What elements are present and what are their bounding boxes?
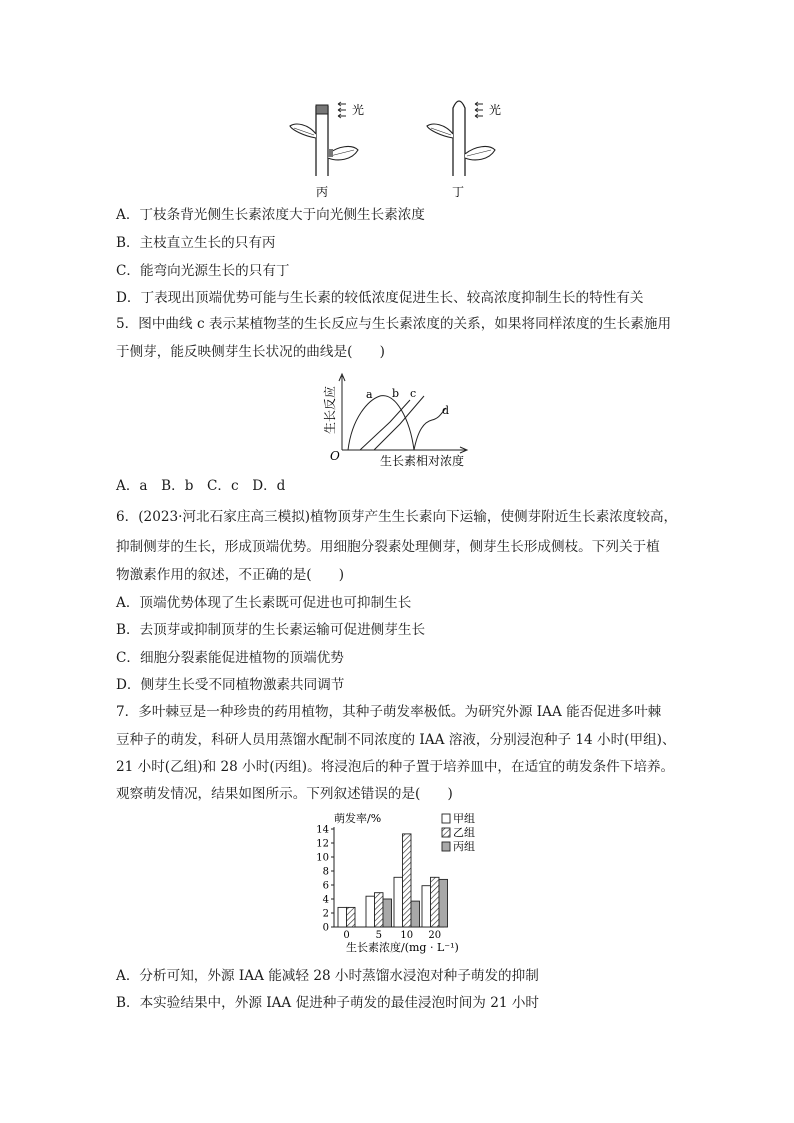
light-label-left: 光: [352, 103, 365, 117]
legend-label: 乙组: [453, 826, 475, 839]
light-label-right: 光: [489, 103, 502, 117]
legend-swatch: [442, 814, 450, 823]
chart-ylabel: 生长反应: [323, 385, 337, 434]
x-tick-label: 10: [400, 930, 414, 941]
germination-bar-chart: [312, 808, 492, 960]
bar: [422, 886, 431, 927]
legend-label: 丙组: [453, 840, 475, 853]
q7-stem-line1: 7．多叶棘豆是一种珍贵的药用植物，其种子萌发率极低。为研究外源 IAA 能否促进多叶棘: [116, 704, 662, 720]
q7-option-a: A．分析可知，外源 IAA 能减轻 28 小时蒸馏水浸泡对种子萌发的抑制: [116, 968, 539, 984]
bar: [347, 907, 356, 927]
q4-option-d: D．丁表现出顶端优势可能与生长素的较低浓度促进生长、较高浓度抑制生长的特性有关: [116, 290, 644, 306]
curve-label-b: b: [392, 387, 400, 400]
caption-left: 丙: [316, 185, 329, 199]
bar: [431, 877, 440, 927]
curve-label-a: a: [366, 388, 373, 401]
bar: [411, 901, 420, 927]
curve-label-d: d: [442, 404, 450, 417]
y-tick-label: 8: [322, 866, 329, 878]
legend-swatch: [442, 842, 450, 851]
caption-right: 丁: [452, 185, 465, 199]
q4-option-a: A．丁枝条背光侧生长素浓度大于向光侧生长素浓度: [116, 207, 425, 223]
q6-option-a: A．顶端优势体现了生长素既可促进也可抑制生长: [116, 595, 412, 611]
q4-option-b: B．主枝直立生长的只有丙: [116, 235, 276, 251]
y-tick-label: 2: [322, 908, 329, 920]
plant-ding: [427, 101, 495, 176]
bar: [338, 907, 347, 927]
q7-option-b: B．本实验结果中，外源 IAA 促进种子萌发的最佳浸泡时间为 21 小时: [116, 995, 540, 1011]
bar: [403, 834, 412, 927]
chart-origin: O: [330, 449, 340, 463]
y-tick-label: 0: [322, 922, 329, 934]
q5-options: A．a B．b C．c D．d: [116, 478, 286, 494]
curve-a: [348, 396, 414, 450]
q6-stem-line2: 抑制侧芽的生长，形成顶端优势。用细胞分裂素处理侧芽，侧芽生长形成侧枝。下列关于植: [116, 539, 660, 555]
y-tick-label: 12: [316, 838, 329, 850]
y-tick-label: 4: [322, 894, 329, 906]
y-tick-label: 14: [316, 824, 329, 836]
q5-stem-line2: 于侧芽，能反映侧芽生长状况的曲线是( ): [116, 344, 385, 360]
legend-label: 甲组: [453, 812, 475, 825]
q7-stem-line4: 观察萌发情况，结果如图所示。下列叙述错误的是( ): [116, 786, 453, 802]
q5-stem-line1: 5．图中曲线 c 表示某植物茎的生长反应与生长素浓度的关系，如果将同样浓度的生长素施用: [116, 316, 672, 332]
q7-stem-line3: 21 小时(乙组)和 28 小时(丙组)。将浸泡后的种子置于培养皿中，在适宜的萌发条件下培养。: [116, 759, 675, 775]
x-tick-label: 20: [428, 930, 442, 941]
plant-bing: [290, 102, 358, 176]
q6-stem-line3: 物激素作用的叙述，不正确的是( ): [116, 567, 345, 583]
x-tick-label: 0: [343, 930, 350, 941]
x-tick-label: 5: [375, 930, 382, 941]
bar: [366, 896, 375, 927]
growth-curve-chart: [318, 370, 478, 470]
q6-option-b: B．去顶芽或抑制顶芽的生长素运输可促进侧芽生长: [116, 622, 426, 638]
q4-option-c: C．能弯向光源生长的只有丁: [116, 263, 290, 279]
q6-option-d: D．侧芽生长受不同植物激素共同调节: [116, 677, 345, 693]
curve-label-c: c: [410, 387, 417, 400]
bar: [394, 877, 403, 927]
q7-stem-line2: 豆种子的萌发，科研人员用蒸馏水配制不同浓度的 IAA 溶液，分别浸泡种子 14 小时(甲组)、: [116, 732, 676, 748]
bar: [375, 893, 384, 927]
chart-xlabel: 生长素相对浓度: [380, 454, 465, 468]
q6-stem-line1: 6．(2023·河北石家庄高三模拟)植物顶芽产生生长素向下运输，使侧芽附近生长素浓度较高，: [116, 509, 678, 525]
y-tick-label: 10: [316, 852, 329, 864]
curve-c: [374, 396, 424, 450]
bar: [439, 879, 448, 927]
bar-chart-ylabel: 萌发率/%: [334, 812, 382, 825]
legend-swatch: [442, 828, 450, 837]
q6-option-c: C．细胞分裂素能促进植物的顶端优势: [116, 650, 344, 666]
y-tick-label: 6: [322, 880, 329, 892]
bar-chart-xlabel: 生长素浓度/(mg · L⁻¹): [346, 941, 459, 954]
curve-b: [360, 400, 410, 450]
bar: [383, 899, 392, 927]
plant-figure: [282, 92, 508, 204]
